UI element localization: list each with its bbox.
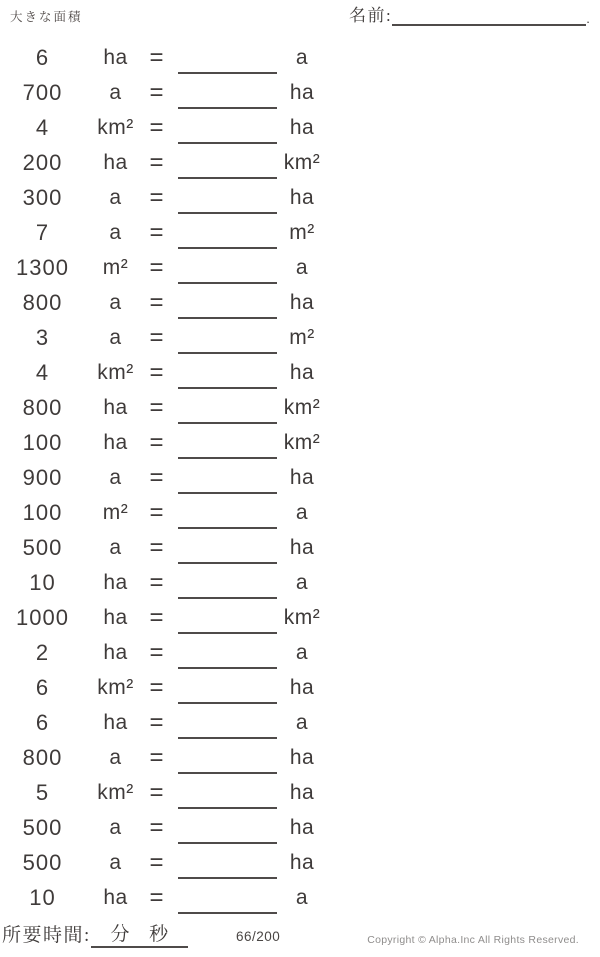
- target-unit: km²: [283, 150, 321, 174]
- problem-value: 100: [22, 499, 63, 525]
- conversion-row: [0, 390, 600, 425]
- problem-value: 1300: [16, 254, 69, 280]
- equals-sign: =: [149, 113, 164, 141]
- target-unit: ha: [289, 745, 315, 769]
- equals-sign: =: [149, 463, 164, 491]
- conversion-row: [0, 530, 600, 565]
- conversion-row: [0, 495, 600, 530]
- answer-blank[interactable]: [178, 635, 277, 670]
- answer-blank[interactable]: [178, 880, 277, 915]
- answer-blank[interactable]: [178, 530, 277, 565]
- conversion-row: [0, 75, 600, 110]
- source-unit: a: [109, 745, 122, 769]
- answer-blank[interactable]: [178, 215, 277, 250]
- answer-blank-line: [178, 492, 277, 494]
- problem-value: 700: [22, 79, 63, 105]
- conversion-row: [0, 355, 600, 390]
- answer-blank[interactable]: [178, 390, 277, 425]
- conversion-row: [0, 740, 600, 775]
- time-input-line[interactable]: [91, 921, 188, 948]
- answer-blank-line: [178, 72, 277, 74]
- conversion-row: [0, 250, 600, 285]
- problem-value: 300: [22, 184, 63, 210]
- problem-value: 7: [35, 219, 50, 245]
- source-unit: ha: [103, 885, 128, 909]
- source-unit: km²: [97, 780, 134, 804]
- answer-blank-line: [178, 422, 277, 424]
- target-unit: a: [295, 640, 309, 664]
- answer-blank-line: [178, 387, 277, 389]
- equals-sign: =: [149, 673, 164, 701]
- answer-blank[interactable]: [178, 775, 277, 810]
- problem-value: 500: [22, 534, 63, 560]
- conversion-row: [0, 600, 600, 635]
- problem-value: 3: [35, 324, 50, 350]
- conversion-row: [0, 565, 600, 600]
- conversion-row: [0, 145, 600, 180]
- equals-sign: =: [149, 253, 164, 281]
- equals-sign: =: [149, 568, 164, 596]
- equals-sign: =: [149, 428, 164, 456]
- conversion-row: [0, 775, 600, 810]
- equals-sign: =: [149, 358, 164, 386]
- conversion-row: [0, 285, 600, 320]
- problem-value: 800: [22, 289, 63, 315]
- answer-blank[interactable]: [178, 495, 277, 530]
- problem-value: 6: [35, 674, 50, 700]
- source-unit: ha: [103, 710, 128, 734]
- page-indicator: 66/200: [236, 929, 281, 944]
- answer-blank-line: [178, 597, 277, 599]
- problem-value: 1000: [16, 604, 69, 630]
- conversion-row: [0, 110, 600, 145]
- name-input-line[interactable]: [392, 7, 586, 26]
- equals-sign: =: [149, 218, 164, 246]
- answer-blank-line: [178, 772, 277, 774]
- answer-blank-line: [178, 282, 277, 284]
- source-unit: ha: [103, 395, 128, 419]
- conversion-row: [0, 880, 600, 915]
- equals-sign: =: [149, 148, 164, 176]
- conversion-row: [0, 810, 600, 845]
- answer-blank[interactable]: [178, 355, 277, 390]
- answer-blank[interactable]: [178, 285, 277, 320]
- target-unit: ha: [289, 535, 315, 559]
- equals-sign: =: [149, 533, 164, 561]
- source-unit: a: [109, 325, 122, 349]
- problem-value: 4: [35, 114, 50, 140]
- target-unit: m²: [289, 220, 315, 244]
- answer-blank[interactable]: [178, 705, 277, 740]
- source-unit: ha: [103, 150, 128, 174]
- target-unit: a: [295, 885, 309, 909]
- source-unit: ha: [103, 640, 128, 664]
- answer-blank-line: [178, 807, 277, 809]
- target-unit: a: [295, 710, 309, 734]
- answer-blank[interactable]: [178, 40, 277, 75]
- target-unit: ha: [289, 80, 315, 104]
- target-unit: m²: [289, 325, 315, 349]
- source-unit: km²: [97, 115, 134, 139]
- answer-blank-line: [178, 702, 277, 704]
- answer-blank-line: [178, 912, 277, 914]
- source-unit: ha: [103, 45, 128, 69]
- name-line-end-mark: .: [586, 11, 590, 26]
- target-unit: ha: [289, 360, 315, 384]
- conversion-row: [0, 635, 600, 670]
- equals-sign: =: [149, 708, 164, 736]
- answer-blank[interactable]: [178, 180, 277, 215]
- answer-blank-line: [178, 562, 277, 564]
- name-field: [349, 5, 590, 26]
- time-field: [2, 921, 188, 948]
- equals-sign: =: [149, 498, 164, 526]
- equals-sign: =: [149, 778, 164, 806]
- problem-value: 200: [22, 149, 63, 175]
- answer-blank[interactable]: [178, 110, 277, 145]
- answer-blank[interactable]: [178, 740, 277, 775]
- answer-blank-line: [178, 842, 277, 844]
- target-unit: a: [295, 45, 309, 69]
- problem-value: 800: [22, 744, 63, 770]
- equals-sign: =: [149, 638, 164, 666]
- answer-blank-line: [178, 632, 277, 634]
- answer-blank[interactable]: [178, 425, 277, 460]
- target-unit: ha: [289, 185, 315, 209]
- problem-value: 4: [35, 359, 50, 385]
- target-unit: ha: [289, 675, 315, 699]
- conversion-row: [0, 320, 600, 355]
- equals-sign: =: [149, 393, 164, 421]
- answer-blank[interactable]: [178, 320, 277, 355]
- conversion-row: [0, 705, 600, 740]
- answer-blank[interactable]: [178, 670, 277, 705]
- problem-value: 100: [22, 429, 63, 455]
- conversion-row: [0, 215, 600, 250]
- conversion-row: [0, 425, 600, 460]
- answer-blank-line: [178, 142, 277, 144]
- answer-blank-line: [178, 527, 277, 529]
- answer-blank[interactable]: [178, 75, 277, 110]
- target-unit: km²: [283, 430, 321, 454]
- answer-blank[interactable]: [178, 565, 277, 600]
- minutes-label: 分: [110, 924, 130, 945]
- conversion-rows: [0, 40, 600, 915]
- target-unit: km²: [283, 605, 321, 629]
- equals-sign: =: [149, 323, 164, 351]
- source-unit: km²: [97, 360, 134, 384]
- conversion-row: [0, 460, 600, 495]
- source-unit: a: [109, 815, 122, 839]
- target-unit: ha: [289, 465, 315, 489]
- answer-blank[interactable]: [178, 145, 277, 180]
- answer-blank-line: [178, 352, 277, 354]
- conversion-row: [0, 845, 600, 880]
- source-unit: ha: [103, 605, 128, 629]
- target-unit: ha: [289, 290, 315, 314]
- source-unit: a: [109, 290, 122, 314]
- answer-blank-line: [178, 107, 277, 109]
- target-unit: a: [295, 500, 309, 524]
- equals-sign: =: [149, 603, 164, 631]
- problem-value: 6: [35, 44, 50, 70]
- conversion-row: [0, 180, 600, 215]
- target-unit: ha: [289, 115, 315, 139]
- answer-blank[interactable]: [178, 810, 277, 845]
- source-unit: a: [109, 465, 122, 489]
- source-unit: ha: [103, 570, 128, 594]
- equals-sign: =: [149, 288, 164, 316]
- source-unit: m²: [102, 500, 129, 524]
- answer-blank[interactable]: [178, 460, 277, 495]
- problem-value: 900: [22, 464, 63, 490]
- source-unit: a: [109, 80, 122, 104]
- source-unit: ha: [103, 430, 128, 454]
- problem-value: 800: [22, 394, 63, 420]
- answer-blank-line: [178, 317, 277, 319]
- answer-blank-line: [178, 177, 277, 179]
- seconds-label: 秒: [149, 924, 169, 945]
- answer-blank-line: [178, 212, 277, 214]
- answer-blank-line: [178, 247, 277, 249]
- equals-sign: =: [149, 43, 164, 71]
- problem-value: 5: [35, 779, 50, 805]
- target-unit: a: [295, 255, 309, 279]
- answer-blank[interactable]: [178, 600, 277, 635]
- equals-sign: =: [149, 883, 164, 911]
- answer-blank[interactable]: [178, 250, 277, 285]
- source-unit: a: [109, 535, 122, 559]
- name-label: 名前:: [349, 6, 393, 25]
- conversion-row: [0, 40, 600, 75]
- equals-sign: =: [149, 78, 164, 106]
- target-unit: ha: [289, 850, 315, 874]
- source-unit: a: [109, 185, 122, 209]
- problem-value: 10: [29, 569, 56, 595]
- source-unit: a: [109, 850, 122, 874]
- answer-blank[interactable]: [178, 845, 277, 880]
- equals-sign: =: [149, 743, 164, 771]
- equals-sign: =: [149, 848, 164, 876]
- answer-blank-line: [178, 667, 277, 669]
- target-unit: km²: [283, 395, 321, 419]
- source-unit: m²: [102, 255, 129, 279]
- problem-value: 6: [35, 709, 50, 735]
- source-unit: km²: [97, 675, 134, 699]
- copyright-text: Copyright © Alpha.Inc All Rights Reserved.: [367, 934, 579, 946]
- time-label: 所要時間:: [2, 925, 91, 946]
- problem-value: 10: [29, 884, 56, 910]
- answer-blank-line: [178, 877, 277, 879]
- answer-blank-line: [178, 457, 277, 459]
- target-unit: ha: [289, 815, 315, 839]
- equals-sign: =: [149, 813, 164, 841]
- source-unit: a: [109, 220, 122, 244]
- equals-sign: =: [149, 183, 164, 211]
- answer-blank-line: [178, 737, 277, 739]
- conversion-row: [0, 670, 600, 705]
- page-title: 大きな面積: [10, 10, 83, 24]
- target-unit: a: [295, 570, 309, 594]
- problem-value: 500: [22, 814, 63, 840]
- target-unit: ha: [289, 780, 315, 804]
- problem-value: 2: [35, 639, 50, 665]
- problem-value: 500: [22, 849, 63, 875]
